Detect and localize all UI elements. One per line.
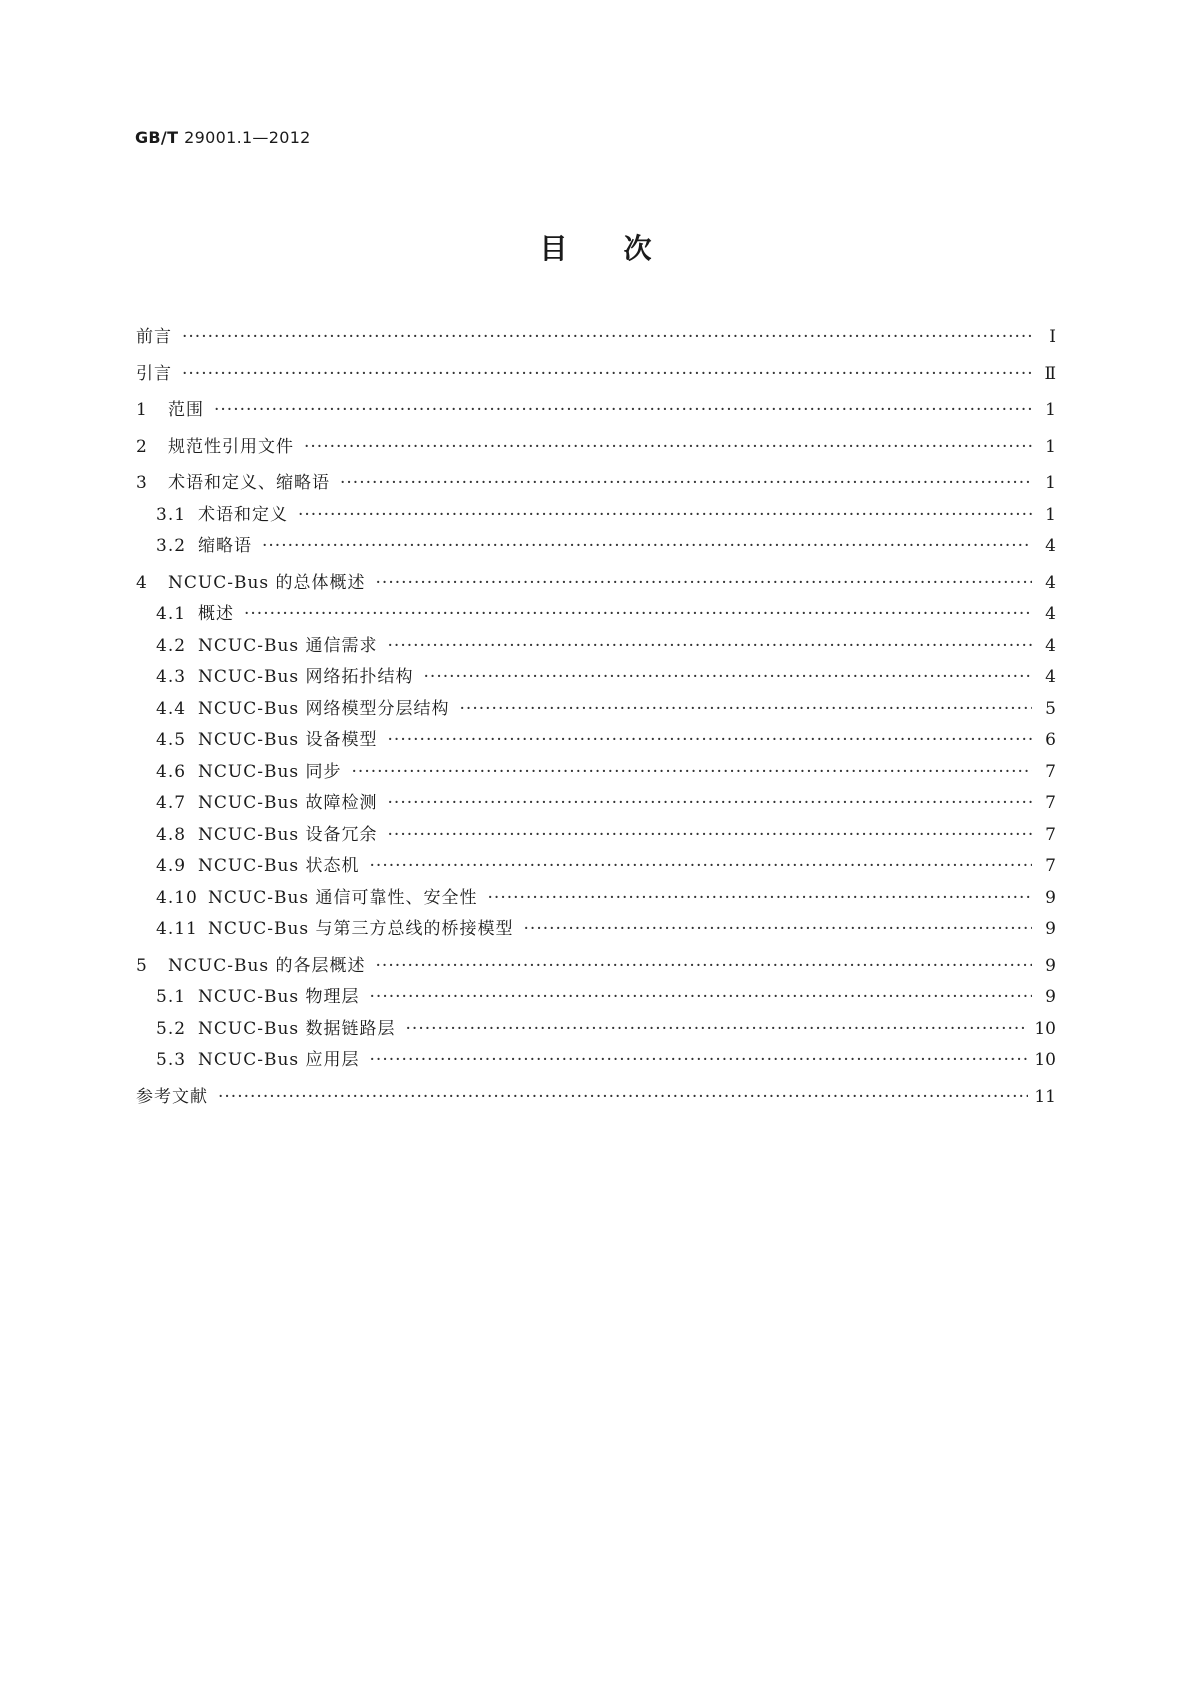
toc-entry-number: 5.1 (156, 987, 187, 1007)
toc-entry-heading (136, 359, 172, 384)
toc-entry-number: 4.1 (156, 604, 187, 624)
toc-entry-page-number: 1 (1045, 504, 1056, 525)
toc-entry-number: 4.7 (156, 793, 187, 813)
toc-entry-label: NCUC-Bus 网络拓扑结构 (198, 667, 414, 687)
toc-entry-page-number: 9 (1045, 887, 1056, 908)
toc-entry-heading (156, 1014, 396, 1039)
toc-entry-label: 术语和定义、缩略语 (168, 473, 330, 493)
toc-leader-dots (352, 762, 1032, 782)
toc-entry-heading (156, 788, 378, 813)
toc-entry-heading (156, 883, 478, 908)
toc-entry-heading (156, 757, 342, 782)
toc-entry-number: 4.2 (156, 635, 187, 656)
toc-entry-page-number: 9 (1045, 919, 1056, 939)
toc-leader-dots (370, 1050, 1029, 1070)
toc-entry-page-number: 9 (1045, 955, 1056, 976)
toc-leader-dots (406, 1019, 1029, 1039)
toc-entry-number: 1 (136, 400, 148, 420)
toc-entry-page-number: 6 (1045, 730, 1056, 750)
toc-entry-label: NCUC-Bus 通信需求 (198, 635, 378, 656)
toc-entry-label: 缩略语 (198, 536, 252, 556)
toc-entry-heading (136, 395, 204, 420)
toc-entry-label: NCUC-Bus 通信可靠性、安全性 (208, 887, 478, 908)
toc-entry-number: 3 (136, 473, 148, 493)
toc-entry[interactable] (136, 432, 1056, 464)
toc-entry-page-number: 4 (1045, 572, 1056, 593)
toc-entry-heading (136, 432, 294, 457)
toc-entry-label: 概述 (198, 604, 234, 624)
toc-entry-label: 前言 (136, 327, 172, 347)
toc-entry[interactable] (136, 568, 1056, 600)
toc-entry-number: 4.9 (156, 856, 187, 876)
toc-entry[interactable] (136, 395, 1056, 427)
toc-entry-label: NCUC-Bus 同步 (198, 761, 342, 782)
toc-leader-dots (262, 536, 1032, 556)
toc-leader-dots (388, 636, 1032, 656)
toc-entry-label: NCUC-Bus 设备模型 (198, 730, 378, 750)
toc-entry-label: 参考文献 (136, 1086, 208, 1107)
toc-entry-heading (156, 820, 378, 845)
toc-entry-number: 4.8 (156, 824, 187, 845)
toc-entry[interactable] (136, 951, 1056, 983)
toc-leader-dots (304, 437, 1032, 457)
toc-entry-number: 5.3 (156, 1050, 187, 1070)
toc-entry-page-number: 9 (1045, 987, 1056, 1007)
toc-entry-number: 4.3 (156, 667, 187, 687)
toc-leader-dots (524, 919, 1032, 939)
toc-entry-page-number: 7 (1045, 761, 1056, 782)
toc-entry-page-number: 4 (1045, 635, 1056, 656)
toc-entry[interactable] (136, 914, 1056, 946)
toc-entry-label: NCUC-Bus 的总体概述 (168, 572, 366, 593)
toc-entry-label: NCUC-Bus 网络模型分层结构 (198, 698, 450, 719)
standard-number-header (135, 128, 311, 147)
toc-entry[interactable] (136, 500, 1056, 532)
toc-leader-dots (388, 730, 1032, 750)
toc-entry[interactable] (136, 359, 1056, 391)
toc-entry-heading (156, 914, 514, 939)
toc-leader-dots (244, 604, 1032, 624)
toc-entry-number: 4.4 (156, 698, 187, 719)
toc-entry[interactable] (136, 883, 1056, 915)
standard-number: 29001.1—2012 (184, 128, 311, 147)
toc-entry-heading (156, 599, 234, 624)
toc-entry-label: 术语和定义 (198, 504, 288, 525)
toc-leader-dots (182, 327, 1032, 347)
toc-entry-number: 2 (136, 436, 148, 457)
toc-entry-page-number: 4 (1045, 667, 1056, 687)
toc-entry-heading (156, 725, 378, 750)
toc-entry-number: 5.2 (156, 1018, 187, 1039)
toc-entry[interactable] (136, 662, 1056, 694)
toc-leader-dots (376, 573, 1032, 593)
toc-leader-dots (370, 987, 1032, 1007)
toc-entry[interactable] (136, 820, 1056, 852)
toc-entry-page-number: 11 (1034, 1086, 1056, 1107)
toc-leader-dots (340, 473, 1032, 493)
toc-entry[interactable] (136, 725, 1056, 757)
toc-entry-page-number: 7 (1045, 856, 1056, 876)
toc-entry-label: NCUC-Bus 的各层概述 (168, 955, 366, 976)
toc-entry-label: NCUC-Bus 数据链路层 (198, 1018, 396, 1039)
toc-entry[interactable] (136, 788, 1056, 820)
toc-entry-page-number: 4 (1045, 536, 1056, 556)
toc-entry[interactable] (136, 599, 1056, 631)
toc-leader-dots (376, 956, 1032, 976)
toc-entry[interactable] (136, 1045, 1056, 1077)
toc-entry-page-number: 5 (1045, 698, 1056, 719)
toc-entry-heading (136, 568, 366, 593)
standard-prefix: GB/T (135, 128, 179, 147)
toc-entry-number: 5 (136, 955, 148, 976)
toc-entry-label: NCUC-Bus 设备冗余 (198, 824, 378, 845)
toc-leader-dots (460, 699, 1032, 719)
toc-entry-label: 引言 (136, 363, 172, 384)
toc-entry[interactable] (136, 694, 1056, 726)
toc-entry-number: 4.10 (156, 887, 198, 908)
toc-title-char-2: 次 (623, 232, 652, 265)
toc-entry-heading (156, 1045, 360, 1070)
toc-entry[interactable] (136, 982, 1056, 1014)
toc-entry-label: NCUC-Bus 应用层 (198, 1050, 360, 1070)
toc-entry-number: 3.1 (156, 504, 187, 525)
toc-entry[interactable] (136, 468, 1056, 500)
toc-title-char-1: 目 (539, 232, 568, 265)
toc-title (0, 227, 1191, 267)
toc-entry[interactable] (136, 851, 1056, 883)
toc-entry-label: 规范性引用文件 (168, 436, 294, 457)
toc-entry[interactable] (136, 631, 1056, 663)
toc-entry-page-number: Ⅰ (1049, 327, 1056, 347)
toc-entry-page-number: 1 (1045, 436, 1056, 457)
toc-entry-page-number: 4 (1045, 604, 1056, 624)
toc-entry-label: NCUC-Bus 状态机 (198, 856, 360, 876)
toc-entry-heading (156, 694, 450, 719)
toc-entry[interactable] (136, 1082, 1056, 1114)
toc-entry-page-number: 1 (1045, 400, 1056, 420)
toc-entry-page-number: Ⅱ (1044, 363, 1056, 384)
toc-leader-dots (388, 793, 1032, 813)
toc-leader-dots (424, 667, 1032, 687)
toc-entry-heading (136, 322, 172, 347)
toc-entry-page-number: 7 (1045, 793, 1056, 813)
toc-entry-label: NCUC-Bus 与第三方总线的桥接模型 (208, 919, 514, 939)
toc-entry-page-number: 7 (1045, 824, 1056, 845)
toc-entry-heading (156, 631, 378, 656)
toc-leader-dots (218, 1087, 1028, 1107)
toc-entry-heading (156, 500, 288, 525)
toc-entry-heading (136, 468, 330, 493)
toc-entry-page-number: 10 (1034, 1018, 1056, 1039)
toc-entry[interactable] (136, 757, 1056, 789)
toc-entry-number: 4.11 (156, 919, 198, 939)
toc-entry[interactable] (136, 531, 1056, 563)
table-of-contents (136, 322, 1056, 1113)
toc-entry-number: 4 (136, 572, 148, 593)
toc-entry[interactable] (136, 322, 1056, 354)
toc-entry-page-number: 10 (1034, 1050, 1056, 1070)
toc-entry-heading (156, 662, 414, 687)
toc-leader-dots (488, 888, 1032, 908)
toc-leader-dots (370, 856, 1032, 876)
toc-entry-page-number: 1 (1045, 473, 1056, 493)
toc-leader-dots (298, 505, 1032, 525)
toc-leader-dots (388, 825, 1032, 845)
toc-entry-heading (136, 951, 366, 976)
toc-entry-heading (156, 851, 360, 876)
toc-entry-label: NCUC-Bus 故障检测 (198, 793, 378, 813)
toc-leader-dots (182, 364, 1032, 384)
toc-entry[interactable] (136, 1014, 1056, 1046)
toc-entry-heading (156, 531, 252, 556)
toc-entry-heading (136, 1082, 208, 1107)
toc-entry-label: 范围 (168, 400, 204, 420)
toc-entry-label: NCUC-Bus 物理层 (198, 987, 360, 1007)
toc-entry-number: 3.2 (156, 536, 187, 556)
toc-entry-number: 4.6 (156, 761, 187, 782)
toc-entry-heading (156, 982, 360, 1007)
toc-entry-number: 4.5 (156, 730, 187, 750)
toc-leader-dots (214, 400, 1032, 420)
